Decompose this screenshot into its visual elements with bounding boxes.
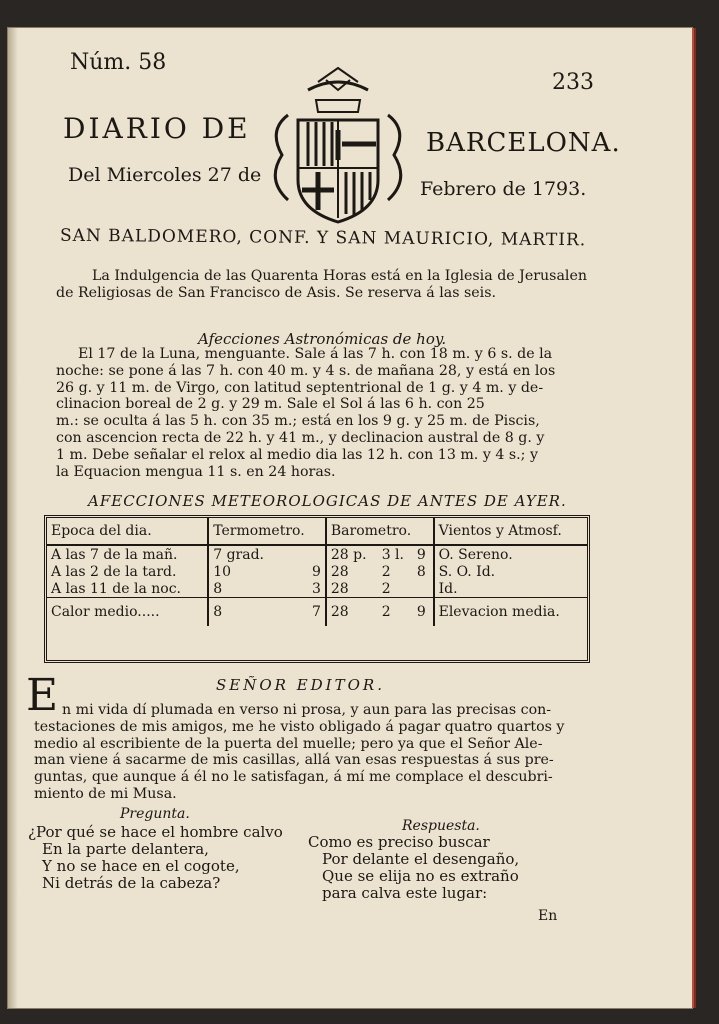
table-row bbox=[47, 580, 587, 598]
astro-line: con ascencion recta de 22 h. y 41 m., y declinacion austral de 8 g. y bbox=[56, 429, 545, 446]
verse-line: Que se elija no es extraño bbox=[322, 867, 519, 885]
table-row bbox=[47, 545, 587, 563]
indulgence-line: La Indulgencia de las Quarenta Horas está en la Iglesia de Jerusalen bbox=[92, 268, 587, 284]
summary-baro-lines: 2 bbox=[381, 604, 391, 620]
astro-line: m.: se oculta á las 5 h. con 35 m.; está en los 9 g. y 25 m. de Piscis, bbox=[56, 413, 540, 430]
row-epoch: A las 7 de la mañ. bbox=[51, 546, 178, 563]
verse-line: ¿Por qué se hace el hombre calvo bbox=[28, 823, 283, 841]
newspaper-page bbox=[8, 28, 692, 1008]
wind-value: S. O. Id. bbox=[434, 563, 587, 580]
verse-line: Como es preciso buscar bbox=[308, 833, 490, 851]
temp-value: 10 bbox=[208, 563, 299, 580]
col-barometer: Barometro. bbox=[326, 518, 434, 545]
summary-epoch: Calor medio..... bbox=[51, 604, 160, 620]
wind-value: Id. bbox=[434, 580, 587, 598]
table-summary-row bbox=[47, 598, 587, 627]
col-thermometer: Termometro. bbox=[208, 518, 326, 545]
row-epoch: A las 11 de la noc. bbox=[51, 580, 181, 597]
answer-verse bbox=[308, 834, 519, 902]
summary-temp-fraction: 7 bbox=[311, 604, 321, 620]
barcelona-coat-of-arms-icon bbox=[258, 60, 418, 230]
verse-line: Por delante el desengaño, bbox=[322, 850, 520, 868]
baro-inches: 28 bbox=[326, 580, 378, 598]
verse-line: Ni detrás de la cabeza? bbox=[42, 874, 221, 892]
indulgence-notice bbox=[56, 268, 602, 302]
wind-value: O. Sereno. bbox=[434, 545, 587, 563]
letter-line: miento de mi Musa. bbox=[34, 785, 177, 802]
astro-line: 1 m. Debe señalar el relox al medio dia las 12 h. con 13 m. y 4 s.; y bbox=[56, 446, 538, 463]
letter-line: man viene á sacarme de mis casillas, allá van esas respuestas á sus pre- bbox=[34, 752, 554, 769]
masthead-title-right: BARCELONA. bbox=[426, 128, 621, 158]
answer-heading: Respuesta. bbox=[402, 818, 480, 834]
baro-points bbox=[413, 580, 434, 598]
drop-cap: E bbox=[26, 670, 59, 721]
saints-of-the-day: SAN BALDOMERO, CONF. Y SAN MAURICIO, MARTIR. bbox=[59, 225, 587, 251]
baro-lines: 3 l. bbox=[381, 546, 404, 563]
meteo-heading: AFECCIONES METEOROLOGICAS DE ANTES DE AYER. bbox=[88, 492, 567, 510]
letter-line: testaciones de mis amigos, me he visto obligado á pagar quatro quartos y bbox=[34, 718, 565, 735]
summary-temp: 8 bbox=[208, 598, 299, 627]
verse-line: En la parte delantera, bbox=[42, 840, 209, 858]
col-epoch: Epoca del dia. bbox=[51, 523, 152, 539]
masthead-title-left: DIARIO DE bbox=[63, 112, 251, 145]
row-epoch: A las 2 de la tard. bbox=[51, 563, 177, 580]
table-row bbox=[47, 563, 587, 580]
verse-line: para calva este lugar: bbox=[322, 884, 488, 902]
date-right: Febrero de 1793. bbox=[420, 178, 587, 200]
baro-lines: 2 bbox=[381, 580, 391, 597]
temp-value: 7 grad. bbox=[208, 545, 299, 563]
letter-line: guntas, que aunque á él no le satisfagan, á mí me complace el descubri- bbox=[34, 769, 553, 786]
verse-line: Y no se hace en el cogote, bbox=[42, 857, 240, 875]
astro-line: 26 g. y 11 m. de Virgo, con latitud septentrional de 1 g. y 4 m. y de- bbox=[56, 379, 544, 396]
letter-line: n mi vida dí plumada en verso ni prosa, y aun para las precisas con- bbox=[62, 702, 552, 718]
astro-line: El 17 de la Luna, menguante. Sale á las 7 h. con 18 m. y 6 s. de la bbox=[78, 346, 553, 362]
astro-paragraph bbox=[56, 346, 602, 480]
date-left: Del Miercoles 27 de bbox=[68, 164, 262, 186]
catchword: En bbox=[538, 908, 558, 924]
temp-value: 8 bbox=[208, 580, 299, 598]
temp-fraction bbox=[299, 545, 326, 563]
astro-line: clinacion boreal de 2 g. y 29 m. Sale el Sol á las 6 h. con 25 bbox=[56, 396, 485, 413]
summary-baro-points: 9 bbox=[416, 604, 426, 620]
astro-line: la Equacion mengua 11 s. en 24 horas. bbox=[56, 463, 336, 480]
page-spine-shadow bbox=[8, 28, 18, 1008]
col-winds: Vientos y Atmosf. bbox=[434, 518, 587, 545]
summary-wind: Elevacion media. bbox=[434, 598, 587, 627]
baro-points: 8 bbox=[416, 563, 426, 580]
issue-number: Núm. 58 bbox=[70, 50, 167, 75]
baro-inches: 28 bbox=[326, 563, 378, 580]
page-number: 233 bbox=[552, 70, 594, 95]
temp-fraction: 3 bbox=[311, 580, 321, 597]
astro-line: noche: se pone á las 7 h. con 40 m. y 4 s. de mañana 28, y está en los bbox=[56, 362, 556, 379]
letter-heading: SEÑOR EDITOR. bbox=[216, 676, 385, 694]
letter-body bbox=[34, 702, 594, 803]
question-verse bbox=[28, 824, 283, 892]
baro-lines: 2 bbox=[381, 563, 391, 580]
astro-heading: Afecciones Astronómicas de hoy. bbox=[198, 330, 447, 348]
question-heading: Pregunta. bbox=[120, 806, 190, 822]
baro-inches: 28 p. bbox=[326, 545, 378, 563]
indulgence-line: de Religiosas de San Francisco de Asis. Se reserva á las seis. bbox=[56, 284, 496, 301]
baro-points: 9 bbox=[416, 546, 426, 563]
weather-table bbox=[44, 515, 590, 663]
temp-fraction: 9 bbox=[311, 563, 321, 580]
letter-line: medio al escribiente de la puerta del muelle; pero ya que el Señor Ale- bbox=[34, 735, 543, 752]
summary-baro-inches: 28 bbox=[326, 598, 378, 627]
